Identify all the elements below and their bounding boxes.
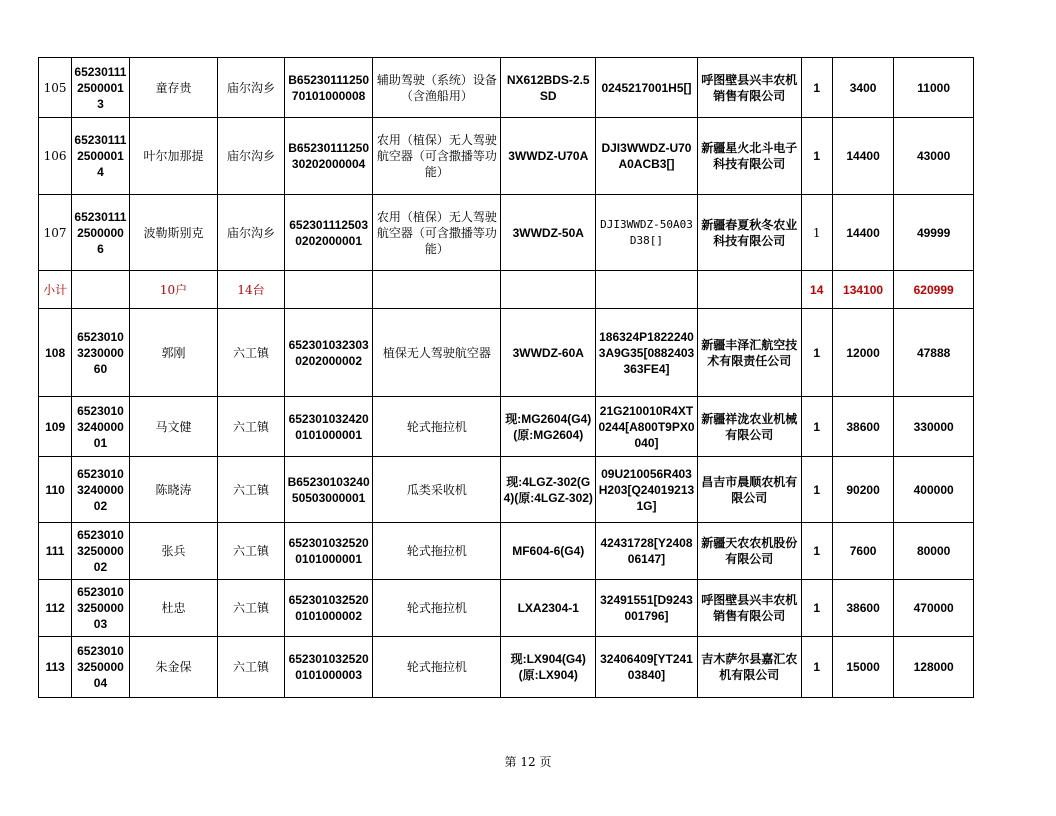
row-number: 107 [39,195,72,271]
catalog-code: 6523010325200101000001 [284,523,373,580]
row-number: 106 [39,118,72,195]
catalog-code: 6523010324200101000001 [284,397,373,457]
quantity: 1 [801,457,832,523]
machine-type: 轮式拖拉机 [373,397,501,457]
catalog-code: 6523010325200101000003 [284,637,373,698]
subtotal-quantity: 14 [801,271,832,309]
sale-price: 128000 [894,637,974,698]
model: 现:LX904(G4)(原:LX904) [501,637,596,698]
machine-type: 农用（植保）无人驾驶航空器（可含撒播等功能） [373,118,501,195]
buyer-name: 童存贵 [129,58,218,118]
subtotal-row [39,271,974,309]
catalog-code: 6523010325200101000002 [284,580,373,637]
machine-type: 农用（植保）无人驾驶航空器（可含撒播等功能） [373,195,501,271]
quantity: 1 [801,118,832,195]
row-number: 105 [39,58,72,118]
machine-type: 瓜类采收机 [373,457,501,523]
seller: 新疆春夏秋冬农业科技有限公司 [697,195,801,271]
seller: 新疆丰泽汇航空技术有限责任公司 [697,309,801,397]
row-number: 112 [39,580,72,637]
model: MF604-6(G4) [501,523,596,580]
row-number: 108 [39,309,72,397]
page-number: 第 12 页 [504,755,552,769]
model: 3WWDZ-U70A [501,118,596,195]
sale-price: 80000 [894,523,974,580]
empty-cell [697,271,801,309]
seller: 呼图壁县兴丰农机销售有限公司 [697,580,801,637]
catalog-code: B6523011125030202000004 [284,118,373,195]
account-code: 6523010324000002 [72,457,129,523]
empty-cell [596,271,698,309]
table-row [39,457,974,523]
row-number: 109 [39,397,72,457]
township: 庙尔沟乡 [218,58,284,118]
row-number: 111 [39,523,72,580]
buyer-name: 郭刚 [129,309,218,397]
township: 六工镇 [218,523,284,580]
buyer-name: 杜忠 [129,580,218,637]
subsidy-amount: 15000 [832,637,893,698]
sale-price: 330000 [894,397,974,457]
serial-number: 186324P18222403A9G35[0882403363FE4] [596,309,698,397]
quantity: 1 [801,309,832,397]
buyer-name: 马文健 [129,397,218,457]
subsidy-amount: 3400 [832,58,893,118]
sale-price: 11000 [894,58,974,118]
table-row [39,58,974,118]
empty-cell [72,271,129,309]
machine-type: 轮式拖拉机 [373,637,501,698]
buyer-name: 朱金保 [129,637,218,698]
account-code: 6523010323000060 [72,309,129,397]
account-code: 6523010325000002 [72,523,129,580]
catalog-code: 6523010323030202000002 [284,309,373,397]
serial-number: 0245217001H5[] [596,58,698,118]
township: 六工镇 [218,580,284,637]
subsidy-amount: 38600 [832,580,893,637]
quantity: 1 [801,523,832,580]
account-code: 6523010324000001 [72,397,129,457]
machine-type: 辅助驾驶（系统）设备（含渔船用） [373,58,501,118]
subsidy-amount: 14400 [832,195,893,271]
catalog-code: B6523010324050503000001 [284,457,373,523]
subsidy-amount: 12000 [832,309,893,397]
table-row [39,195,974,271]
subsidy-table [38,57,974,698]
buyer-name: 波勒斯别克 [129,195,218,271]
account-code: 6523010325000004 [72,637,129,698]
catalog-code: 6523011125030202000001 [284,195,373,271]
sale-price: 49999 [894,195,974,271]
model: 3WWDZ-50A [501,195,596,271]
model: LXA2304-1 [501,580,596,637]
quantity: 1 [801,195,832,271]
township: 六工镇 [218,309,284,397]
township: 庙尔沟乡 [218,118,284,195]
serial-number: DJI3WWDZ-U70A0ACB3[] [596,118,698,195]
empty-cell [284,271,373,309]
subtotal-households: 10户 [129,271,218,309]
subsidy-amount: 7600 [832,523,893,580]
serial-number: DJI3WWDZ-50A03D38[] [596,195,698,271]
subtotal-price: 620999 [894,271,974,309]
serial-number: 32491551[D9243001796] [596,580,698,637]
account-code: 6523010325000003 [72,580,129,637]
model: 现:MG2604(G4)(原:MG2604) [501,397,596,457]
account-code: 6523011125000006 [72,195,129,271]
serial-number: 42431728[Y240806147] [596,523,698,580]
township: 庙尔沟乡 [218,195,284,271]
township: 六工镇 [218,397,284,457]
seller: 新疆天农农机股份有限公司 [697,523,801,580]
serial-number: 32406409[YT24103840] [596,637,698,698]
buyer-name: 陈晓涛 [129,457,218,523]
serial-number: 21G210010R4XT0244[A800T9PX0040] [596,397,698,457]
sale-price: 400000 [894,457,974,523]
subtotal-units: 14台 [218,271,284,309]
subsidy-amount: 14400 [832,118,893,195]
subtotal-subsidy: 134100 [832,271,893,309]
township: 六工镇 [218,637,284,698]
subsidy-amount: 90200 [832,457,893,523]
table-row [39,309,974,397]
table-row [39,397,974,457]
machine-type: 植保无人驾驶航空器 [373,309,501,397]
model: 3WWDZ-60A [501,309,596,397]
seller: 新疆祥泷农业机械有限公司 [697,397,801,457]
sale-price: 47888 [894,309,974,397]
quantity: 1 [801,637,832,698]
quantity: 1 [801,580,832,637]
row-number: 113 [39,637,72,698]
table-row [39,523,974,580]
table-row [39,118,974,195]
account-code: 6523011125000014 [72,118,129,195]
row-number: 110 [39,457,72,523]
quantity: 1 [801,397,832,457]
sale-price: 43000 [894,118,974,195]
subtotal-label: 小计 [39,271,72,309]
model: 现:4LGZ-302(G4)(原:4LGZ-302) [501,457,596,523]
buyer-name: 叶尔加那提 [129,118,218,195]
machine-type: 轮式拖拉机 [373,523,501,580]
machine-type: 轮式拖拉机 [373,580,501,637]
subsidy-amount: 38600 [832,397,893,457]
empty-cell [373,271,501,309]
seller: 呼图壁县兴丰农机销售有限公司 [697,58,801,118]
buyer-name: 张兵 [129,523,218,580]
township: 六工镇 [218,457,284,523]
sale-price: 470000 [894,580,974,637]
account-code: 6523011125000013 [72,58,129,118]
seller: 新疆星火北斗电子科技有限公司 [697,118,801,195]
catalog-code: B6523011125070101000008 [284,58,373,118]
model: NX612BDS-2.5SD [501,58,596,118]
empty-cell [501,271,596,309]
table-row [39,637,974,698]
serial-number: 09U210056R403H203[Q240192131G] [596,457,698,523]
seller: 昌吉市晨顺农机有限公司 [697,457,801,523]
table-row [39,580,974,637]
seller: 吉木萨尔县嘉汇农机有限公司 [697,637,801,698]
quantity: 1 [801,58,832,118]
